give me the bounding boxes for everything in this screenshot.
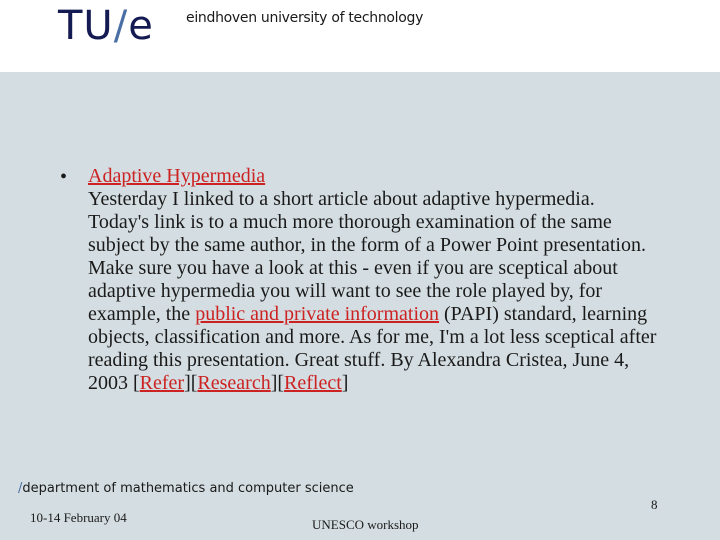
reflect-link[interactable]: Reflect bbox=[284, 372, 342, 394]
footer-date: 10-14 February 04 bbox=[30, 510, 127, 525]
papi-link[interactable]: public and private information bbox=[195, 303, 440, 325]
bracket-mid-2: ][ bbox=[270, 372, 285, 394]
header-bar bbox=[0, 0, 720, 72]
logo-tu: TU bbox=[58, 3, 114, 49]
logo-e: e bbox=[128, 3, 154, 49]
refer-link[interactable]: Refer bbox=[139, 372, 185, 394]
research-link[interactable]: Research bbox=[197, 372, 271, 394]
footer-workshop: UNESCO workshop bbox=[312, 517, 419, 532]
university-name: eindhoven university of technology bbox=[186, 10, 424, 26]
logo-slash: / bbox=[113, 3, 129, 49]
bullet-marker: • bbox=[60, 166, 68, 188]
bullet-content bbox=[88, 165, 658, 395]
department-text: department of mathematics and computer science bbox=[22, 481, 354, 496]
department-label bbox=[18, 481, 354, 496]
bracket-open: [ bbox=[133, 372, 140, 394]
dept-slash: / bbox=[18, 481, 23, 496]
body-text-2: (PAPI) standard, learning objects, classification and more. As for me, I'm a lot less sceptical after reading this presentation. Great stuff. By Alexandra Cristea, June 4, 2003 bbox=[88, 303, 657, 394]
body-text-1: Yesterday I linked to a short article about adaptive hypermedia. Today's link is to a much more thorough examination of the same subject by the same author, in the form of a Power Point presentation. Make sure you have a look at this - even if you are sceptical about adaptive hypermedia you will want to see the role played by, for example, the bbox=[88, 188, 646, 325]
bracket-mid-1: ][ bbox=[184, 372, 198, 394]
tue-logo bbox=[58, 2, 154, 50]
bracket-close: ] bbox=[341, 372, 349, 394]
page-number: 8 bbox=[651, 497, 658, 512]
adaptive-hypermedia-link[interactable]: Adaptive Hypermedia bbox=[88, 165, 266, 187]
